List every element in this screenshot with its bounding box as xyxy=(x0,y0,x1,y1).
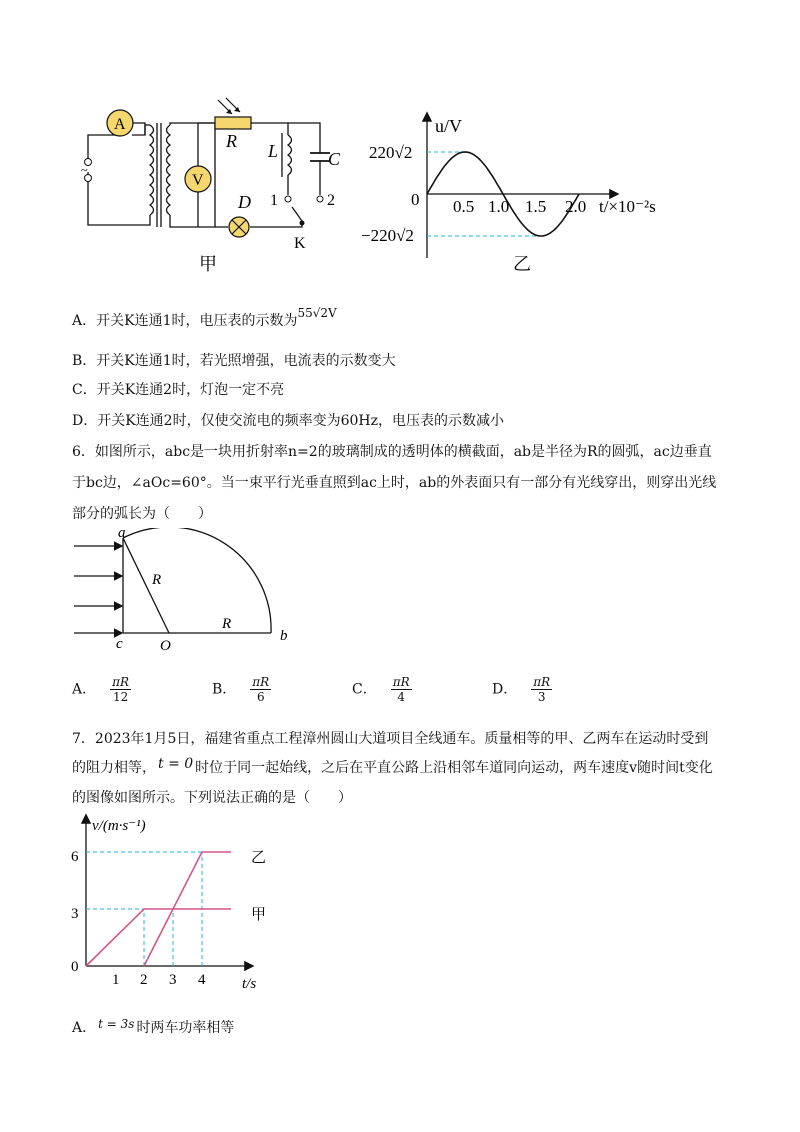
q7-option-a: A． t = 3s 时两车功率相等 xyxy=(72,1017,235,1036)
x-tick-label: 1 xyxy=(112,972,120,988)
x-axis-label: t/s xyxy=(242,976,257,992)
y-axis-label: v/(m·s⁻¹) xyxy=(92,818,146,834)
option-q5-c: C．开关K连通2时，灯泡一定不亮 xyxy=(72,382,285,398)
option-q5-a xyxy=(72,306,337,330)
figure-caption-jia: 甲 xyxy=(199,254,217,274)
x-tick-label: 1.0 xyxy=(488,197,510,216)
resistor-label: R xyxy=(226,131,237,151)
ammeter-label: A xyxy=(114,116,126,133)
q7-stem-line2: 的阻力相等， t = 0 时位于同一起始线，之后在平直公路上沿相邻车道同向运动，两车速度v随时间t变化 xyxy=(72,756,713,776)
option-value: 55√2V xyxy=(297,306,337,320)
lamp-label: D xyxy=(238,192,251,212)
photoresistor-icon xyxy=(215,117,251,129)
x-tick-label: 0.5 xyxy=(453,197,475,216)
x-tick-label: 1.5 xyxy=(525,197,547,216)
q6-option-d: D． $\frac{\pi R}{3}$ xyxy=(492,675,551,704)
q6-stem-line1: 6．如图所示，abc是一块用折射率n=2的玻璃制成的透明体的横截面，ab是半径为R的圆弧，ac边垂直 xyxy=(72,444,712,460)
voltage-sine-chart xyxy=(355,108,685,278)
inductor-icon xyxy=(288,135,292,175)
q6-option-b: B． $\frac{\pi R}{6}$ xyxy=(212,675,270,704)
q6-stem-line2: 于bc边，∠aOc=60°。当一束平行光垂直照到ac上时，ab的外表面只有一部分有光线穿出，则穿出光线 xyxy=(72,475,717,491)
q7-stem-line3: 的图像如图所示。下列说法正确的是（ ） xyxy=(72,790,352,806)
origin-label: 0 xyxy=(411,190,420,209)
y-min-label: −220√2 xyxy=(361,226,414,245)
terminal-2-label: 2 xyxy=(327,192,335,209)
arc-ab xyxy=(123,528,271,633)
point-b-label: b xyxy=(280,628,288,644)
point-o-label: O xyxy=(160,638,171,654)
y-max-label: 220√2 xyxy=(369,143,413,162)
option-text: A．开关K连通1时，电压表的示数为 xyxy=(72,313,298,329)
q6-option-a: A． $\frac{\pi R}{12}$ xyxy=(72,675,130,704)
series-label-yi: 乙 xyxy=(251,850,267,866)
circuit-diagram xyxy=(70,95,340,275)
secondary-coil xyxy=(167,125,171,215)
radius-label: R xyxy=(222,616,232,632)
point-c-label: c xyxy=(116,636,123,652)
series-label-jia: 甲 xyxy=(251,907,267,923)
x-tick-label: 4 xyxy=(198,972,206,988)
y-tick-label: 6 xyxy=(71,849,79,865)
x-tick-label: 2 xyxy=(140,972,148,988)
x-tick-label: 3 xyxy=(169,972,177,988)
ac-source-label: ~ xyxy=(81,163,88,177)
glass-cross-section-diagram xyxy=(66,528,306,656)
switch-k-icon xyxy=(292,207,302,221)
option-q5-d: D．开关K连通2时，仅使交流电的频率变为60Hz，电压表的示数减小 xyxy=(72,413,504,429)
y-tick-label: 3 xyxy=(71,906,79,922)
velocity-time-chart xyxy=(66,808,286,998)
x-tick-label: 2.0 xyxy=(565,197,587,216)
q7-stem-line1: 7．2023年1月5日，福建省重点工程漳州圆山大道项目全线通车。质量相等的甲、乙两车在运动时受到 xyxy=(72,731,709,747)
terminal-1-label: 1 xyxy=(270,192,278,209)
q6-option-c: C． $\frac{\pi R}{4}$ xyxy=(352,675,410,704)
switch-label: K xyxy=(294,235,306,252)
voltmeter-label: V xyxy=(192,172,204,189)
q6-stem-line3: 部分的弧长为（ ） xyxy=(72,506,212,522)
y-tick-label: 0 xyxy=(71,959,79,975)
primary-coil xyxy=(150,125,154,215)
point-a-label: a xyxy=(118,528,126,541)
inductor-label: L xyxy=(268,141,279,161)
option-q5-b: B．开关K连通1时，若光照增强，电流表的示数变大 xyxy=(72,353,396,369)
x-axis-label: t/×10⁻²s xyxy=(599,197,656,216)
figure-caption-yi: 乙 xyxy=(513,254,531,274)
radius-label: R xyxy=(152,572,162,588)
capacitor-label: C xyxy=(328,149,340,169)
y-axis-label: u/V xyxy=(435,116,462,136)
